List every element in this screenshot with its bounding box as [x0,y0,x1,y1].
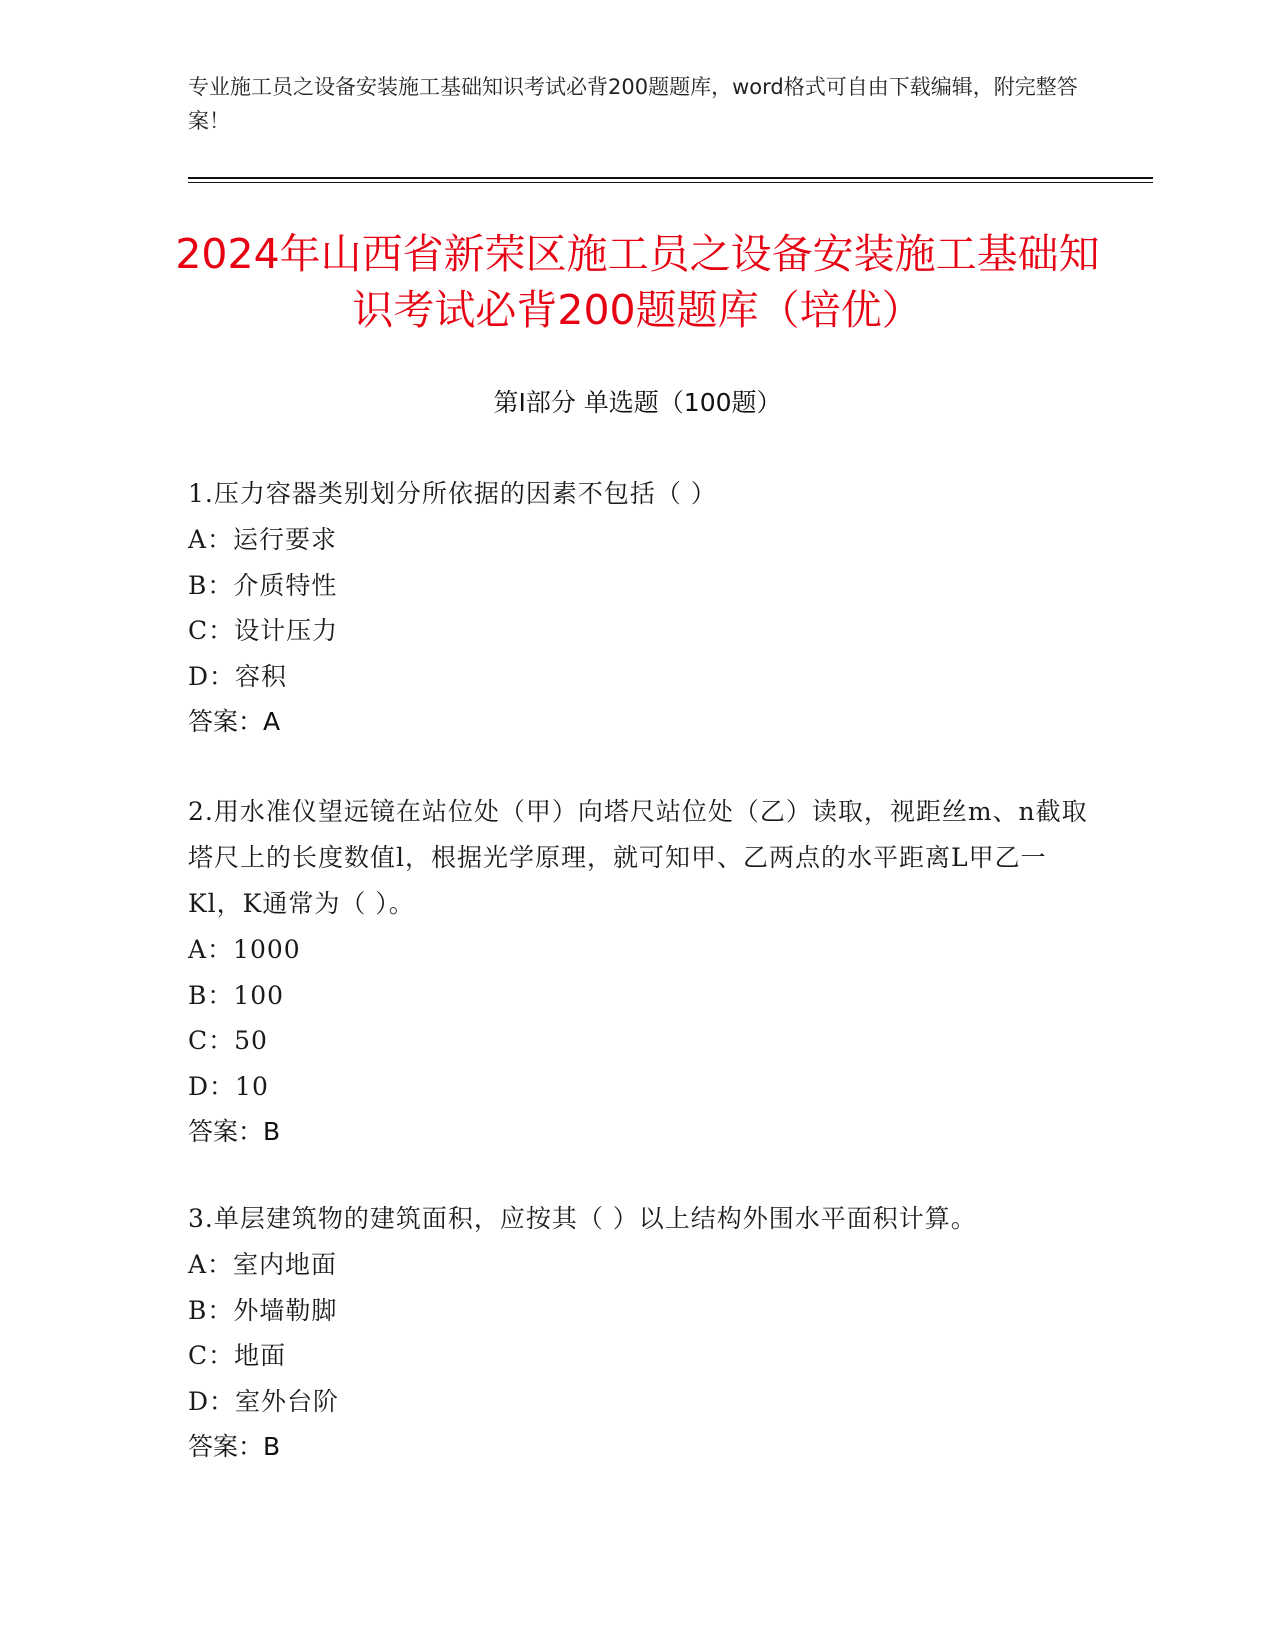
option-c: C：地面 [188,1341,287,1370]
option-b: B：外墙勒脚 [188,1295,338,1325]
option-b: B：100 [188,980,285,1010]
header-note: 专业施工员之设备安装施工基础知识考试必背200题题库，word格式可自由下载编辑，附完整答案！ [188,75,1078,133]
question-stem: 2.用水准仪望远镜在站位处（甲）向塔尺站位处（乙）读取，视距丝m、n截取塔尺上的长度数值l，根据光学原理，就可知甲、乙两点的水平距离L甲乙一Kl，K通常为（ ）。 [188,797,1088,918]
answer: 答案：B [188,1117,281,1146]
question-3 [188,1196,1088,1470]
option-a: A：1000 [188,935,301,964]
section-title: 第Ⅰ部分 单选题（100题） [493,388,782,417]
option-d: D：容积 [188,661,288,691]
question-2 [188,789,1088,1155]
option-c: C：设计压力 [188,616,339,645]
option-b: B：介质特性 [188,570,338,600]
answer: 答案：A [188,707,281,736]
header-rule-thick [188,177,1153,179]
option-a: A：运行要求 [188,525,338,554]
option-c: C：50 [188,1026,268,1055]
question-1 [188,471,1088,745]
question-stem: 1.压力容器类别划分所依据的因素不包括（ ） [188,479,717,508]
option-d: D：10 [188,1071,269,1101]
header-rule-thin [188,182,1153,183]
option-a: A：室内地面 [188,1250,338,1279]
answer: 答案：B [188,1432,281,1461]
option-d: D：室外台阶 [188,1386,340,1416]
question-stem: 3.单层建筑物的建筑面积，应按其（ ）以上结构外围水平面积计算。 [188,1204,977,1233]
document-title: 2024年山西省新荣区施工员之设备安装施工基础知识考试必背200题题库（培优） [175,230,1100,334]
